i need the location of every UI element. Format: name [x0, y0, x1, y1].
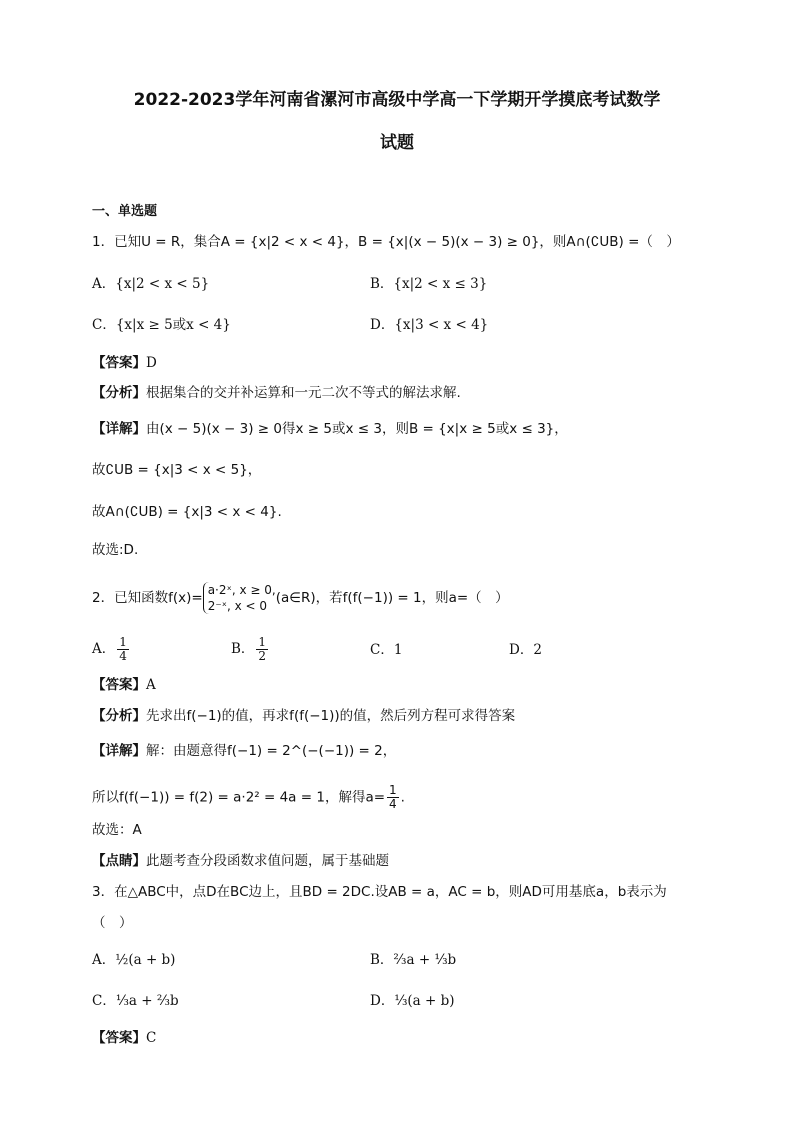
q1-analysis: 根据集合的交并补运算和一元二次不等式的解法求解.: [146, 385, 461, 401]
analysis-tag: 【分析】: [92, 708, 146, 724]
q3-option-d: D．⅓(a + b): [370, 993, 455, 1009]
q2-detail-2-end: .: [400, 789, 405, 806]
detail-tag: 【详解】: [92, 743, 146, 759]
q3-answer-row: [92, 1028, 156, 1048]
comment-tag: 【点睛】: [92, 853, 146, 869]
q1-detail-row: [92, 419, 568, 439]
q1-option-c: C．{x|x ≥ 5或x < 4}: [92, 317, 231, 333]
q1-analysis-row: [92, 383, 461, 403]
q1-answer: D: [146, 355, 157, 371]
q2-answer: A: [146, 677, 156, 693]
analysis-tag: 【分析】: [92, 385, 146, 401]
q2-comment: 此题考查分段函数求值问题，属于基础题: [146, 853, 389, 869]
q2-answer-row: [92, 675, 156, 695]
document-title: 2022-2023学年河南省漯河市高级中学高一下学期开学摸底考试数学: [133, 90, 661, 110]
q1-option-b: B．{x|2 < x ≤ 3}: [370, 276, 488, 292]
answer-tag: 【答案】: [92, 355, 146, 371]
q3-option-c: C．⅓a + ⅔b: [92, 993, 179, 1009]
q1-detail-1: 由(x − 5)(x − 3) ≥ 0得x ≥ 5或x ≤ 3，则B = {x|x ≥ 5或x ≤ 3}，: [146, 421, 568, 437]
q2-detail-2: [92, 784, 405, 811]
q3-option-b: B．⅔a + ⅓b: [370, 952, 457, 968]
q1-choose: 故选:D.: [92, 542, 139, 558]
q2-stem-post: (a∈R)，若f(f(−1)) = 1，则a=（ ）: [275, 590, 509, 606]
q2-piecewise: [203, 582, 276, 614]
q2-piece-2: 2⁻ˣ, x < 0: [207, 599, 268, 613]
q3-answer: C: [146, 1030, 157, 1046]
q2-detail-row: [92, 741, 396, 761]
q2-option-b-fraction: [256, 636, 268, 663]
q2-analysis-row: [92, 706, 515, 726]
q3-stem: 3．在△ABC中，点D在BC边上，且BD = 2DC.设AB = a，AC = b，则AD可用基底a，b表示为: [92, 884, 667, 900]
q2-option-a: [92, 636, 131, 663]
q2-option-a-fraction: [117, 636, 129, 663]
q2-detail-2-text: 所以f(f(−1)) = f(2) = a·2² = 4a = 1，解得a=: [92, 789, 386, 806]
q1-option-d: D．{x|3 < x < 4}: [370, 317, 489, 333]
q3-stem-2: （ ）: [92, 915, 133, 931]
q2-option-d: D．2: [509, 642, 542, 658]
q2-option-a-label: A．: [92, 641, 116, 657]
q1-answer-row: [92, 353, 157, 373]
q1-stem: 1．已知U = R，集合A = {x|2 < x < 4}，B = {x|(x − 5)(x − 3) ≥ 0}，则A∩(∁UB) =（ ）: [92, 234, 680, 250]
fraction-numerator: 1: [258, 635, 267, 649]
fraction-denominator: 2: [258, 649, 267, 663]
q2-stem: [92, 582, 509, 614]
fraction-numerator: 1: [389, 783, 397, 797]
q1-detail-3: 故A∩(∁UB) = {x|3 < x < 4}.: [92, 504, 282, 520]
q2-stem-pre: 2．已知函数f(x)=: [92, 590, 203, 606]
q1-detail-2: 故∁UB = {x|3 < x < 5}，: [92, 462, 262, 478]
fraction-numerator: 1: [119, 635, 127, 649]
answer-tag: 【答案】: [92, 677, 146, 693]
q2-piece-1: a·2ˣ, x ≥ 0,: [207, 583, 276, 597]
q2-detail-1: 解：由题意得f(−1) = 2^(−(−1)) = 2，: [146, 743, 397, 759]
q3-option-a: A．½(a + b): [92, 952, 176, 968]
q1-option-a: A．{x|2 < x < 5}: [92, 276, 210, 292]
q2-comment-row: [92, 851, 389, 871]
q2-option-b-label: B．: [231, 641, 255, 657]
q2-choose: 故选：A: [92, 822, 142, 838]
q2-option-b: [231, 636, 270, 663]
fraction-denominator: 4: [389, 797, 397, 811]
section-heading: 一、单选题: [92, 204, 158, 219]
document-title-line2: 试题: [380, 133, 414, 153]
q2-analysis: 先求出f(−1)的值，再求f(f(−1))的值，然后列方程可求得答案: [146, 708, 516, 724]
q2-option-c: C．1: [370, 642, 403, 658]
q2-detail-2-fraction: [387, 784, 399, 811]
answer-tag: 【答案】: [92, 1030, 146, 1046]
fraction-denominator: 4: [119, 649, 127, 663]
detail-tag: 【详解】: [92, 421, 146, 437]
